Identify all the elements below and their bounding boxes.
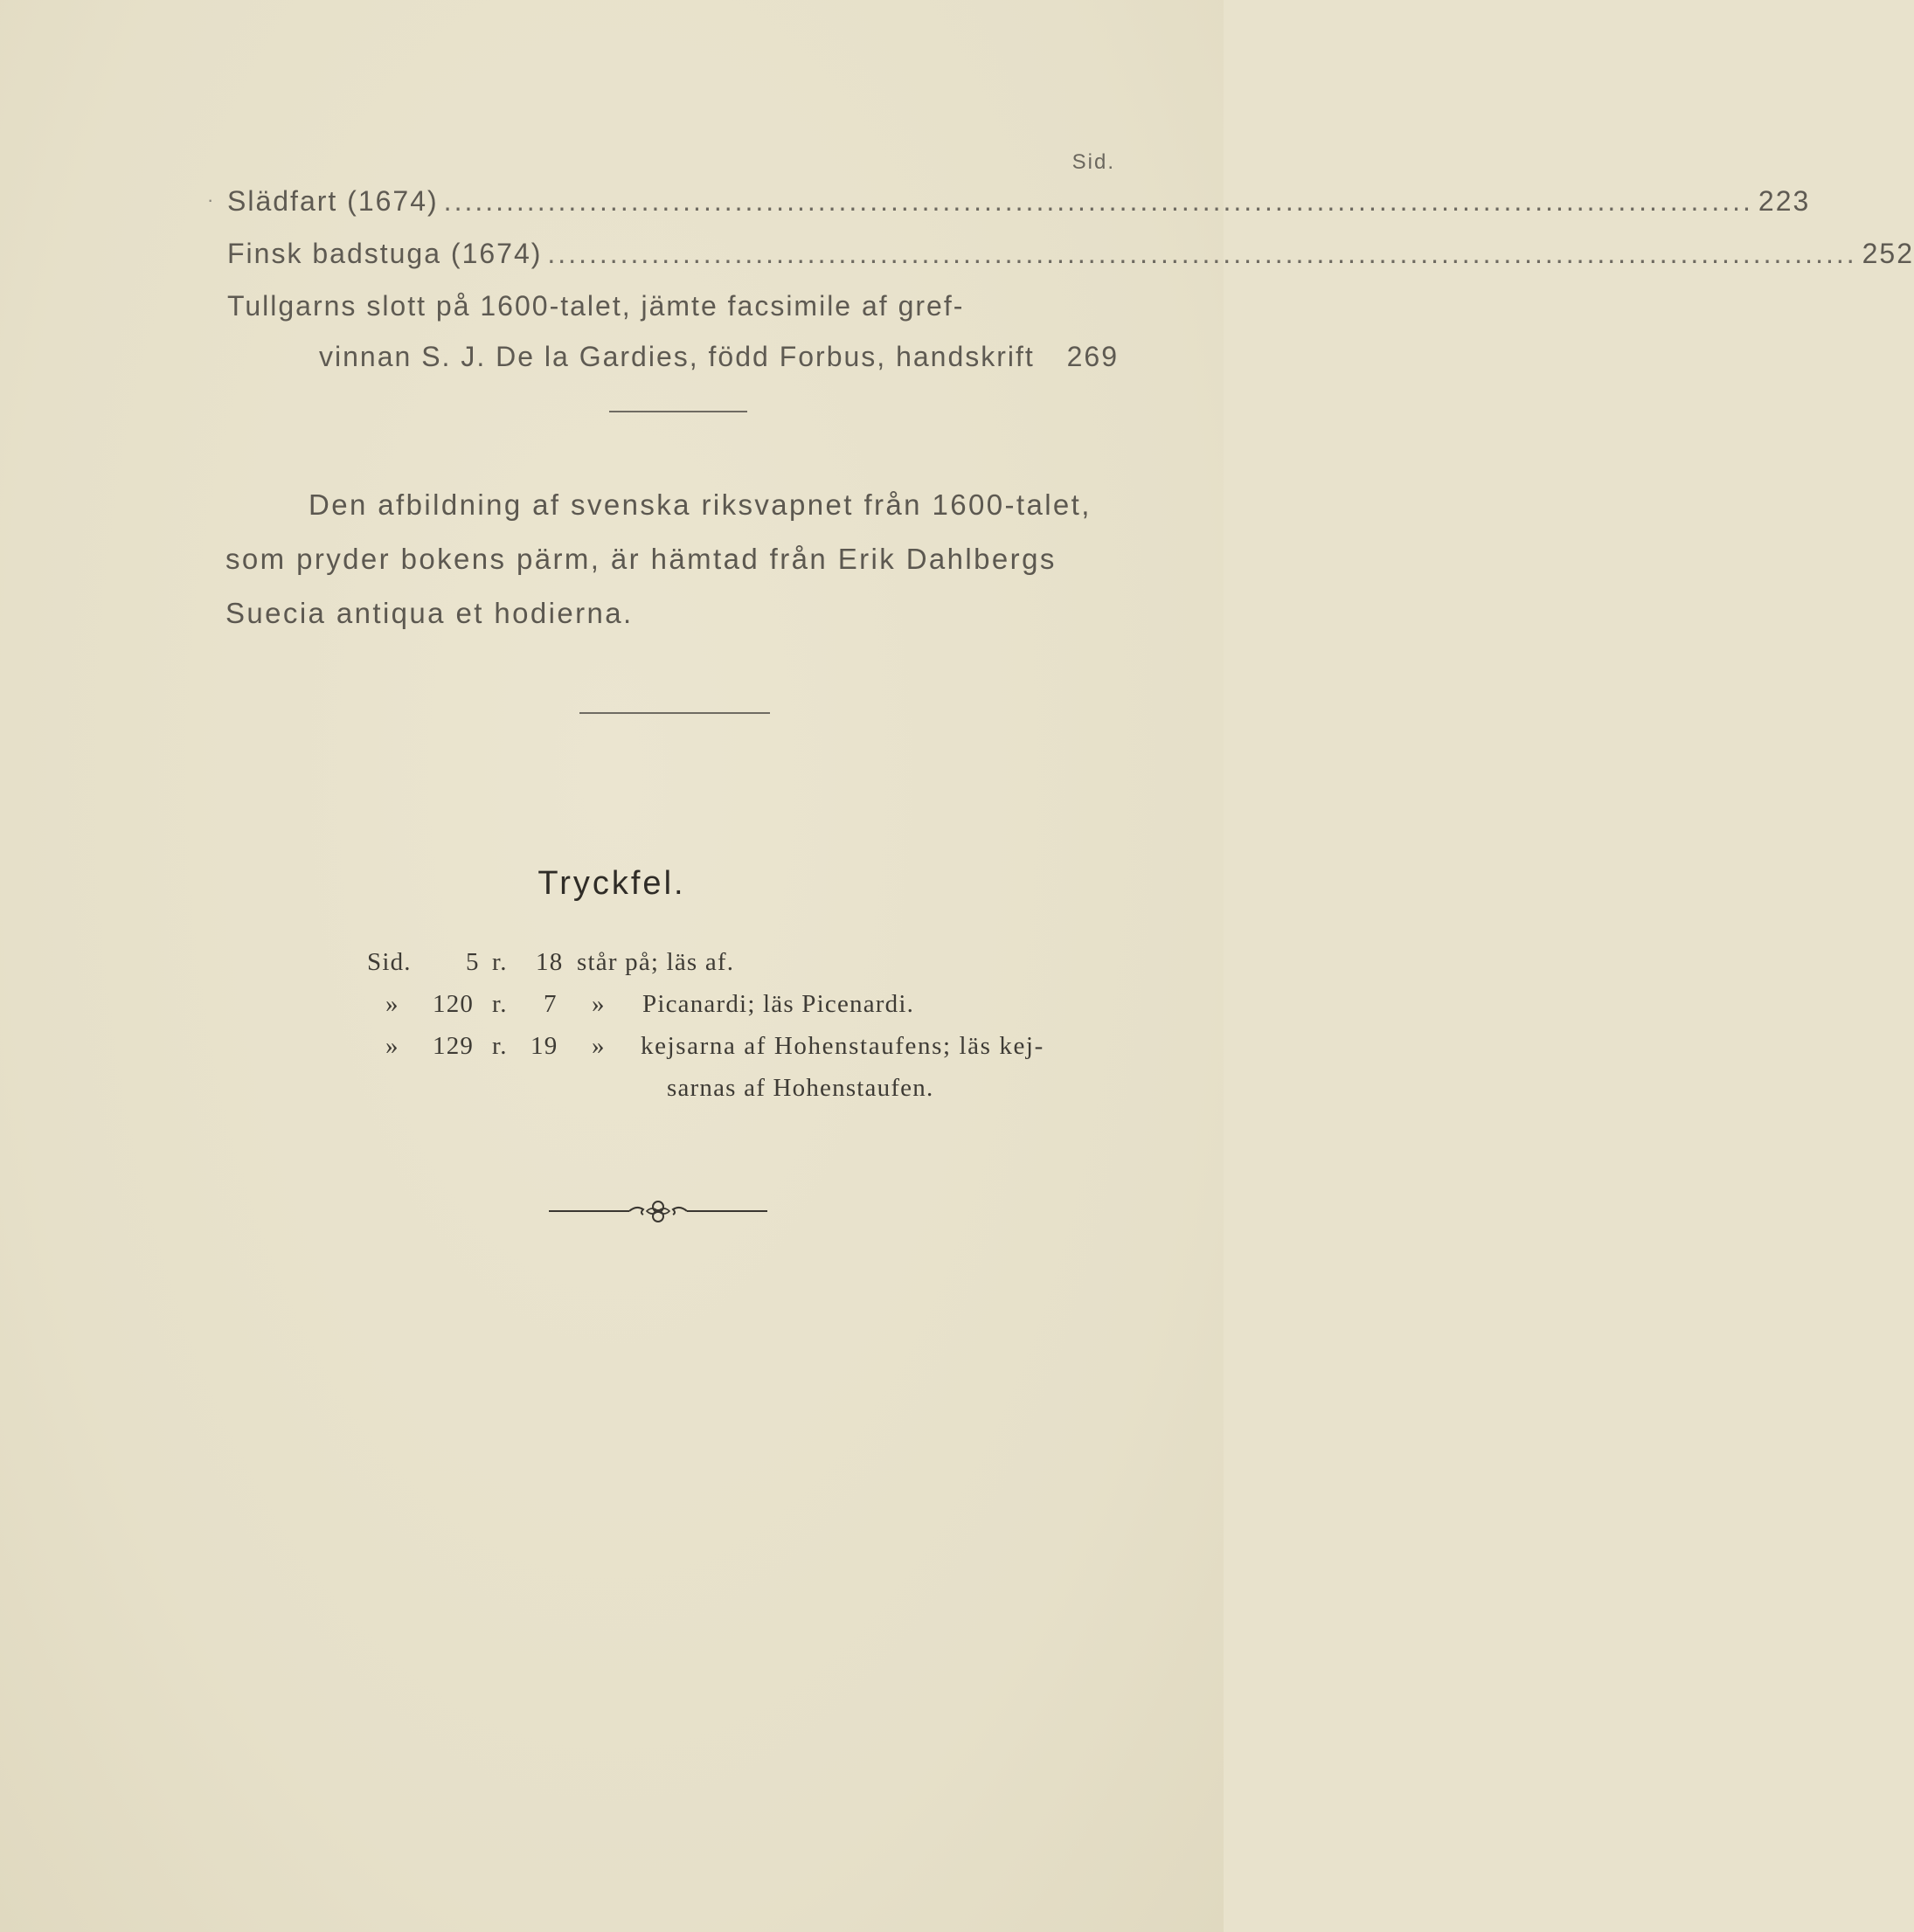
errata-line: 7 bbox=[544, 990, 558, 1018]
errata-prefix: » bbox=[385, 990, 399, 1018]
toc-entry bbox=[227, 290, 1119, 322]
errata-prefix: » bbox=[385, 1032, 399, 1060]
note-line: Den afbildning af svenska riksvapnet från 1600-talet, bbox=[309, 488, 1092, 521]
leader-dots: .............................................................................................................................. bbox=[547, 238, 1857, 269]
errata-page: 129 bbox=[433, 1032, 475, 1060]
toc-entry-title: vinnan S. J. De la Gardies, född Forbus, handskrift bbox=[319, 341, 1035, 372]
note-line: Suecia antiqua et hodierna. bbox=[225, 597, 634, 629]
errata-line: 18 bbox=[536, 948, 564, 976]
errata-text: står på; läs af. bbox=[577, 948, 735, 976]
errata-r: r. bbox=[492, 948, 508, 976]
errata-ditto: » bbox=[592, 990, 606, 1018]
note-line: som pryder bokens pärm, är hämtad från Erik Dahlbergs bbox=[225, 543, 1057, 575]
errata-ditto: » bbox=[592, 1032, 606, 1060]
note-paragraph bbox=[225, 478, 1134, 641]
stray-mark: · bbox=[207, 189, 214, 211]
toc-entry-continuation bbox=[319, 341, 1119, 373]
errata-heading: Tryckfel. bbox=[537, 865, 686, 902]
divider-rule bbox=[609, 411, 747, 412]
toc-entry-title: Finsk badstuga (1674) bbox=[227, 238, 543, 269]
errata-text: Picanardi; läs Picenardi. bbox=[642, 990, 915, 1018]
toc-entry-page: 223 bbox=[1758, 185, 1811, 217]
errata-text: kejsarna af Hohenstaufens; läs kej- bbox=[641, 1032, 1044, 1060]
divider-rule bbox=[579, 712, 770, 714]
toc-entry bbox=[227, 238, 1914, 270]
errata-page: 120 bbox=[433, 990, 475, 1018]
fleuron-ornament-icon bbox=[549, 1195, 767, 1227]
errata-text-continuation: sarnas af Hohenstaufen. bbox=[667, 1074, 934, 1102]
errata-r: r. bbox=[492, 990, 508, 1018]
toc-entry-page: 252 bbox=[1862, 238, 1914, 269]
errata-r: r. bbox=[492, 1032, 508, 1060]
toc-entry-title: Slädfart (1674) bbox=[227, 185, 439, 217]
toc-entry-title: Tullgarns slott på 1600-talet, jämte facsimile af gref- bbox=[227, 290, 965, 322]
errata-prefix: Sid. bbox=[367, 948, 412, 976]
errata-page: 5 bbox=[466, 948, 480, 976]
toc-entry-page: 269 bbox=[1066, 341, 1119, 372]
leader-dots: .............................................................................................................................. bbox=[443, 185, 1753, 217]
page-column-header: Sid. bbox=[1071, 150, 1115, 174]
errata-line: 19 bbox=[531, 1032, 558, 1060]
toc-entry bbox=[227, 185, 1811, 218]
